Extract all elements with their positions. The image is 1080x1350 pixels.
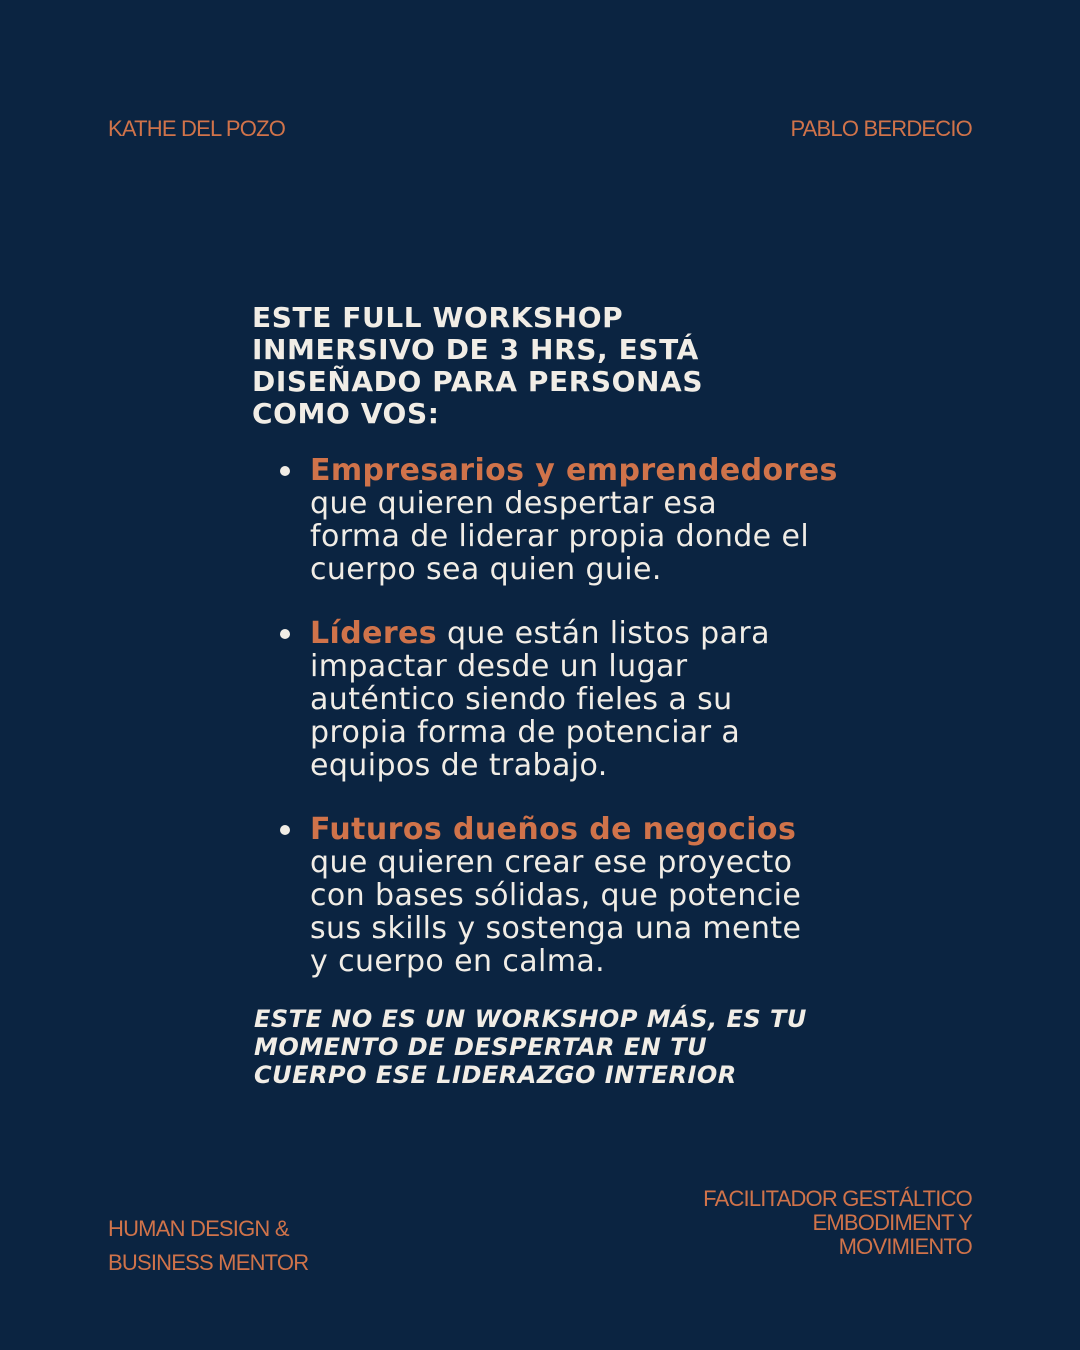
audience-text-line: sus skills y sostenga una mente <box>310 911 802 946</box>
headline-line: DISEÑADO PARA PERSONAS <box>252 365 704 398</box>
headline-line: ESTE FULL WORKSHOP <box>252 301 624 334</box>
facilitator-role-right <box>703 1187 972 1259</box>
audience-item-future-owners <box>310 813 892 978</box>
audience-text-line: propia forma de potenciar a <box>310 715 741 750</box>
bullet-dot-icon <box>280 629 290 639</box>
audience-text-line: impactar desde un lugar <box>310 649 688 684</box>
bullet-dot-icon <box>280 825 290 835</box>
closing-line: MOMENTO DE DESPERTAR EN TU <box>254 1033 708 1061</box>
closing-line: CUERPO ESE LIDERAZGO INTERIOR <box>254 1061 737 1089</box>
audience-item-entrepreneurs <box>310 454 892 586</box>
main-content <box>252 302 892 1009</box>
audience-text-inline: que están listos para <box>437 616 770 651</box>
role-line: FACILITADOR GESTÁLTICO <box>703 1186 972 1211</box>
role-line: BUSINESS MENTOR <box>108 1250 309 1275</box>
facilitator-role-left <box>108 1212 308 1280</box>
audience-first-line <box>310 617 892 650</box>
audience-highlight: Empresarios y emprendedores <box>310 453 838 488</box>
audience-highlight: Líderes <box>310 616 438 651</box>
audience-list <box>252 454 892 978</box>
role-line: MOVIMIENTO <box>838 1234 972 1259</box>
role-line: EMBODIMENT Y <box>812 1210 972 1235</box>
audience-text-line: con bases sólidas, que potencie <box>310 878 802 913</box>
headline-line: INMERSIVO DE 3 HRS, ESTÁ <box>252 333 699 366</box>
audience-text-line: cuerpo sea quien guie. <box>310 552 662 587</box>
headline <box>252 302 892 430</box>
facilitator-name-left: KATHE DEL POZO <box>108 116 286 141</box>
audience-highlight: Futuros dueños de negocios <box>310 812 797 847</box>
audience-text-line: que quieren despertar esa <box>310 486 718 521</box>
audience-item-leaders <box>310 617 892 782</box>
audience-text-line: equipos de trabajo. <box>310 748 608 783</box>
audience-text-line: que quieren crear ese proyecto <box>310 845 793 880</box>
closing-line: ESTE NO ES UN WORKSHOP MÁS, ES TU <box>254 1005 807 1033</box>
closing-statement <box>254 1005 807 1089</box>
bullet-dot-icon <box>280 466 290 476</box>
facilitator-name-right: PABLO BERDECIO <box>790 116 972 141</box>
audience-text-line: forma de liderar propia donde el <box>310 519 810 554</box>
headline-line: COMO VOS: <box>252 397 440 430</box>
audience-text-line: auténtico siendo fieles a su <box>310 682 733 717</box>
audience-text-line: y cuerpo en calma. <box>310 944 606 979</box>
role-line: HUMAN DESIGN & <box>108 1216 289 1241</box>
